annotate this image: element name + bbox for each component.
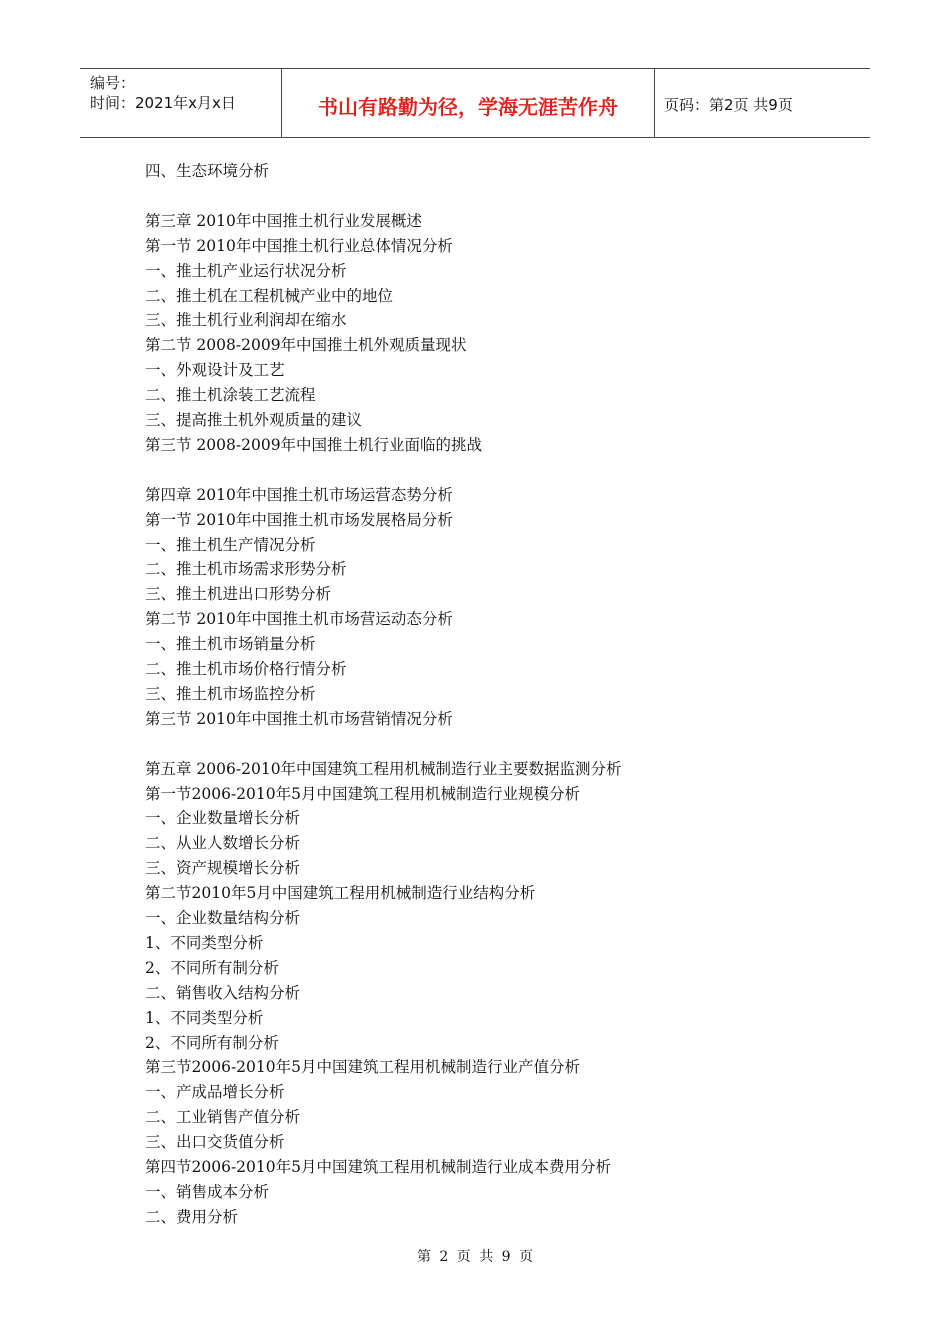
toc-line: 二、推土机涂装工艺流程	[145, 386, 316, 405]
footer-word-gong: 共	[479, 1249, 494, 1265]
toc-line: 三、推土机进出口形势分析	[145, 585, 332, 604]
time-label: 时间：2021年x月x日	[90, 94, 236, 112]
toc-line: 2、不同所有制分析	[145, 958, 279, 977]
toc-line: 第二节2010年5月中国建筑工程用机械制造行业结构分析	[145, 884, 536, 903]
toc-line: 1、不同类型分析	[145, 1008, 264, 1027]
footer-page-number: 2	[439, 1249, 449, 1265]
page-header	[80, 68, 870, 138]
toc-line: 第三节2006-2010年5月中国建筑工程用机械制造行业产值分析	[145, 1058, 580, 1077]
page-footer	[0, 1246, 950, 1266]
toc-line: 一、推土机生产情况分析	[145, 535, 316, 554]
motto-text: 书山有路勤为径，学海无涯苦作舟	[318, 95, 618, 119]
header-middle-cell	[281, 69, 655, 137]
toc-line: 第一节 2010年中国推土机市场发展格局分析	[145, 510, 453, 529]
toc-line: 二、费用分析	[145, 1207, 239, 1226]
header-left-cell	[80, 69, 280, 137]
toc-line: 二、推土机市场价格行情分析	[145, 660, 347, 678]
toc-line: 第一节 2010年中国推土机行业总体情况分析	[145, 236, 453, 255]
toc-line: 一、外观设计及工艺	[145, 361, 285, 380]
toc-line: 2、不同所有制分析	[145, 1033, 279, 1052]
serial-label: 编号：	[90, 74, 136, 92]
toc-line: 第二节 2010年中国推土机市场营运动态分析	[145, 610, 453, 629]
toc-line: 四、生态环境分析	[145, 162, 270, 180]
toc-line: 一、企业数量结构分析	[145, 909, 301, 927]
toc-line: 一、企业数量增长分析	[145, 809, 301, 828]
toc-line: 三、推土机市场监控分析	[145, 684, 316, 703]
toc-line: 二、从业人数增长分析	[145, 834, 301, 853]
footer-word-ye-2: 页	[519, 1249, 534, 1265]
toc-line: 一、推土机市场销量分析	[145, 635, 316, 654]
toc-line: 第四章 2010年中国推土机市场运营态势分析	[145, 485, 453, 504]
toc-line: 一、销售成本分析	[145, 1182, 270, 1201]
footer-word-ye: 页	[456, 1249, 471, 1265]
toc-line: 二、推土机在工程机械产业中的地位	[145, 286, 394, 305]
header-right-cell	[654, 69, 870, 137]
toc-line: 第二节 2008-2009年中国推土机外观质量现状	[145, 336, 467, 355]
footer-total-pages: 9	[501, 1249, 511, 1265]
toc-line: 1、不同类型分析	[145, 933, 264, 952]
toc-line: 第五章 2006-2010年中国建筑工程用机械制造行业主要数据监测分析	[145, 759, 622, 778]
toc-line: 二、销售收入结构分析	[145, 983, 301, 1002]
toc-line: 一、产成品增长分析	[145, 1083, 285, 1102]
toc-line: 二、工业销售产值分析	[145, 1108, 301, 1127]
toc-line: 三、推土机行业利润却在缩水	[145, 311, 347, 330]
toc-line: 第三节 2010年中国推土机市场营销情况分析	[145, 709, 453, 728]
toc-line: 第三章 2010年中国推土机行业发展概述	[145, 211, 422, 230]
toc-line: 二、推土机市场需求形势分析	[145, 560, 347, 579]
toc-line: 一、推土机产业运行状况分析	[145, 261, 347, 280]
toc-line: 三、提高推土机外观质量的建议	[145, 411, 363, 429]
footer-word-di: 第	[416, 1249, 431, 1265]
toc-line: 三、出口交货值分析	[145, 1133, 285, 1152]
toc-line: 第一节2006-2010年5月中国建筑工程用机械制造行业规模分析	[145, 784, 580, 803]
toc-line: 第四节2006-2010年5月中国建筑工程用机械制造行业成本费用分析	[145, 1158, 611, 1176]
page-number-label: 页码：第2页 共9页	[664, 96, 793, 114]
toc-line: 第三节 2008-2009年中国推土机行业面临的挑战	[145, 435, 483, 454]
toc-line: 三、资产规模增长分析	[145, 859, 301, 878]
